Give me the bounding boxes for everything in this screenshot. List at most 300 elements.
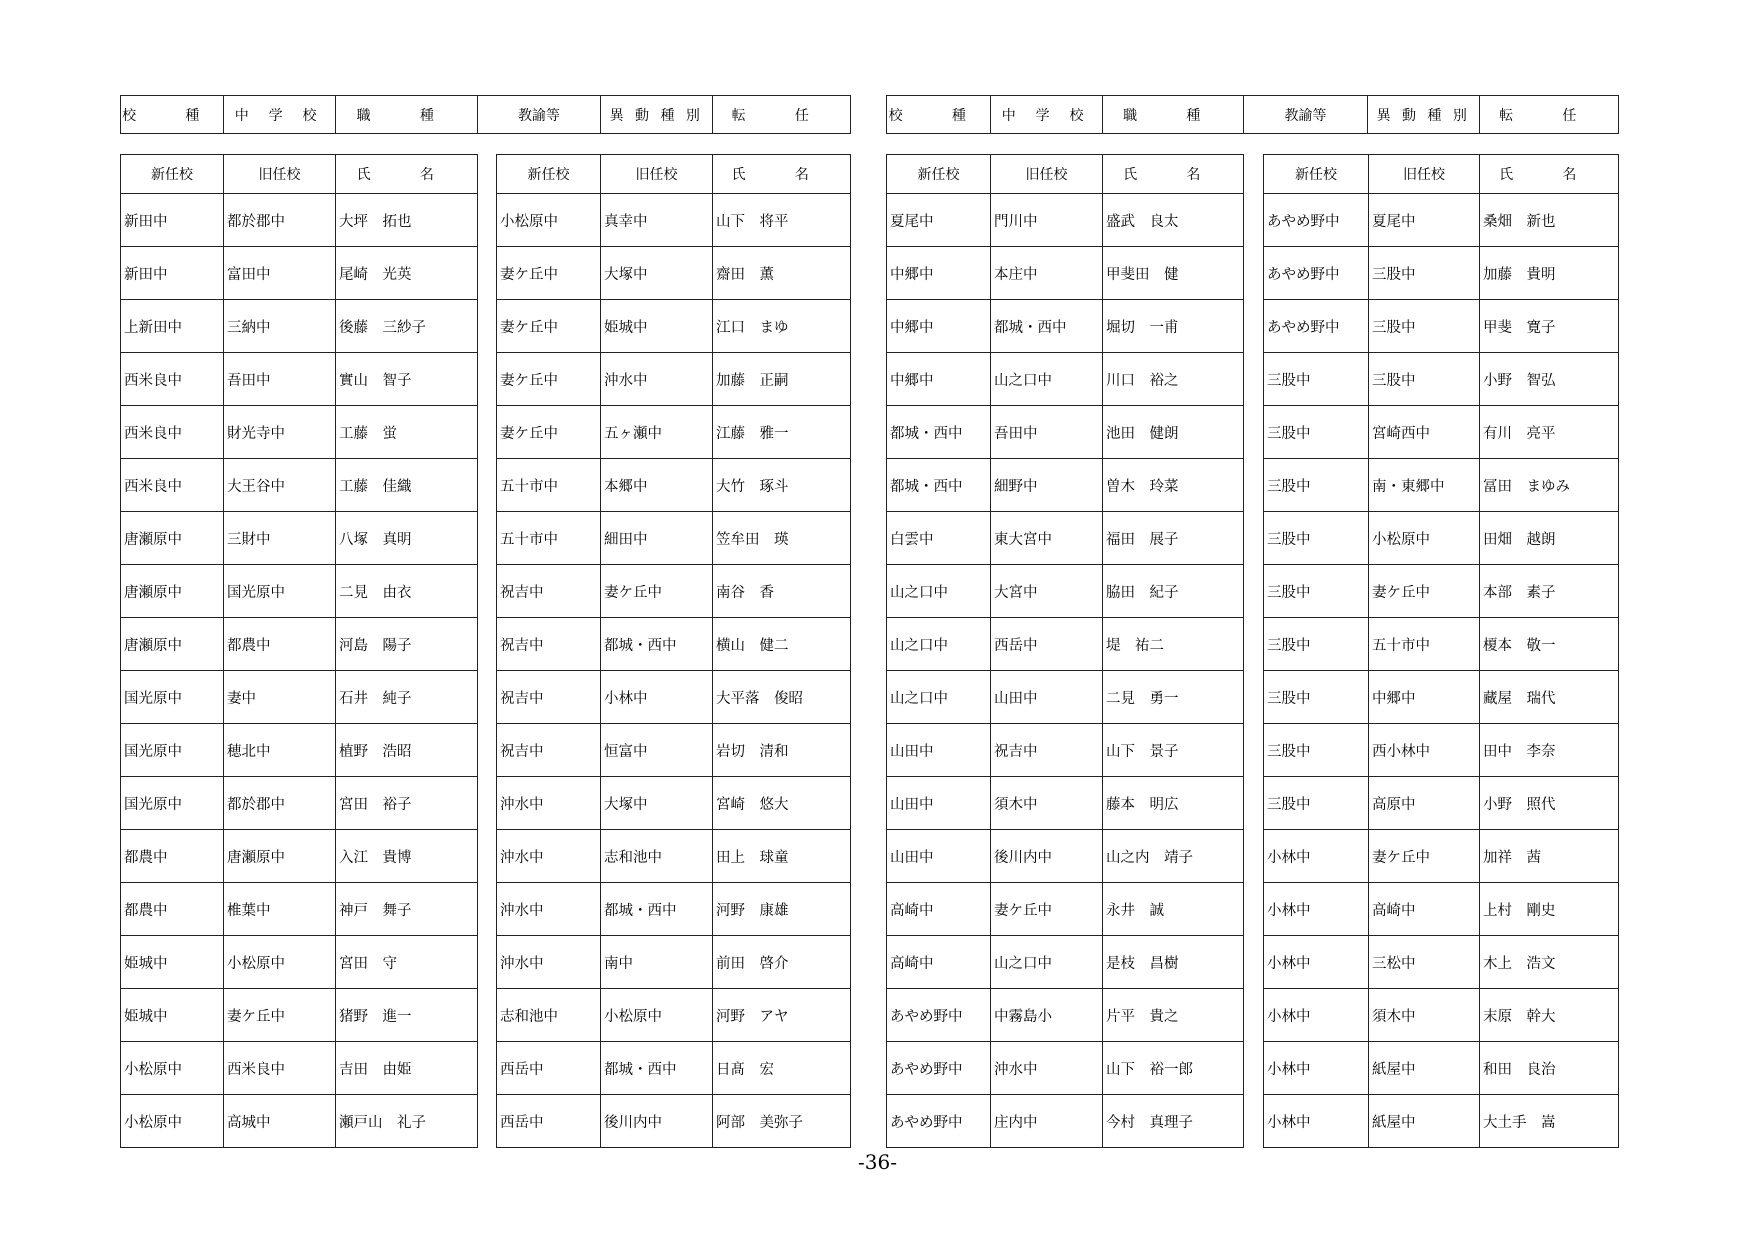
old-school-cell: 都於郡中	[224, 777, 336, 830]
name-cell: 入江 貴博	[336, 830, 478, 883]
name-cell: 河野 康雄	[713, 883, 851, 936]
old-school-header: 旧任校	[601, 155, 713, 194]
table-row	[121, 1095, 478, 1148]
name-cell: 齋田 薫	[713, 247, 851, 300]
old-school-cell: 沖水中	[601, 353, 713, 406]
table-row	[887, 353, 1244, 406]
new-school-cell: 祝吉中	[497, 724, 601, 777]
name-cell: 江藤 雅一	[713, 406, 851, 459]
old-school-cell: 唐瀬原中	[224, 830, 336, 883]
table-row	[497, 512, 851, 565]
new-school-cell: 五十市中	[497, 459, 601, 512]
name-cell: 田中 李奈	[1480, 724, 1619, 777]
new-school-cell: 小林中	[1264, 830, 1369, 883]
name-cell: 小野 照代	[1480, 777, 1619, 830]
name-cell: 池田 健朗	[1103, 406, 1244, 459]
name-cell: 藤本 明広	[1103, 777, 1244, 830]
table-row	[1264, 194, 1619, 247]
old-school-cell: 山之口中	[991, 936, 1103, 989]
new-school-cell: 中郷中	[887, 300, 991, 353]
old-school-cell: 志和池中	[601, 830, 713, 883]
new-school-cell: 小松原中	[121, 1042, 224, 1095]
new-school-header: 新任校	[1264, 155, 1369, 194]
table-row	[887, 565, 1244, 618]
table-row	[121, 194, 478, 247]
name-cell: 實山 智子	[336, 353, 478, 406]
new-school-cell: 三股中	[1264, 353, 1369, 406]
name-cell: 瀬戸山 礼子	[336, 1095, 478, 1148]
table-row	[887, 989, 1244, 1042]
table-row	[887, 247, 1244, 300]
old-school-cell: 五ヶ瀬中	[601, 406, 713, 459]
transfer-table-2	[496, 154, 851, 1148]
name-cell: 日髙 宏	[713, 1042, 851, 1095]
name-cell: 永井 誠	[1103, 883, 1244, 936]
name-cell: 二見 勇一	[1103, 671, 1244, 724]
name-header: 氏 名	[713, 155, 851, 194]
name-cell: 田上 球童	[713, 830, 851, 883]
table-row	[1264, 459, 1619, 512]
new-school-cell: 山田中	[887, 777, 991, 830]
new-school-cell: 祝吉中	[497, 565, 601, 618]
new-school-cell: あやめ野中	[1264, 194, 1369, 247]
school-type-value: 中 学 校	[991, 96, 1103, 134]
table-row	[1264, 1042, 1619, 1095]
old-school-cell: 西岳中	[991, 618, 1103, 671]
name-cell: 石井 純子	[336, 671, 478, 724]
new-school-cell: 祝吉中	[497, 671, 601, 724]
new-school-cell: あやめ野中	[887, 989, 991, 1042]
new-school-cell: 小林中	[1264, 883, 1369, 936]
old-school-cell: 高城中	[224, 1095, 336, 1148]
old-school-cell: 中霧島小	[991, 989, 1103, 1042]
name-cell: 上村 剛史	[1480, 883, 1619, 936]
new-school-cell: 小林中	[1264, 1042, 1369, 1095]
old-school-cell: 後川内中	[601, 1095, 713, 1148]
old-school-cell: 山之口中	[991, 353, 1103, 406]
old-school-cell: 小松原中	[601, 989, 713, 1042]
page-number: -36-	[858, 1150, 897, 1174]
new-school-cell: 山之口中	[887, 618, 991, 671]
transfer-type-label: 異 動 種 別	[1368, 96, 1480, 134]
name-cell: 有川 亮平	[1480, 406, 1619, 459]
name-cell: 片平 貴之	[1103, 989, 1244, 1042]
table-row	[1264, 936, 1619, 989]
new-school-cell: 高崎中	[887, 936, 991, 989]
new-school-cell: 唐瀬原中	[121, 512, 224, 565]
name-cell: 川口 裕之	[1103, 353, 1244, 406]
transfer-table-4	[1263, 154, 1619, 1148]
old-school-cell: 五十市中	[1369, 618, 1480, 671]
old-school-cell: 山田中	[991, 671, 1103, 724]
table-row	[497, 883, 851, 936]
old-school-cell: 恒富中	[601, 724, 713, 777]
old-school-cell: 三股中	[1369, 353, 1480, 406]
old-school-cell: 沖水中	[991, 1042, 1103, 1095]
new-school-cell: 中郷中	[887, 247, 991, 300]
new-school-cell: あやめ野中	[1264, 247, 1369, 300]
name-cell: 山之内 靖子	[1103, 830, 1244, 883]
old-school-cell: 国光原中	[224, 565, 336, 618]
table-row	[121, 830, 478, 883]
table-row	[497, 830, 851, 883]
old-school-cell: 宮崎西中	[1369, 406, 1480, 459]
table-row	[497, 565, 851, 618]
table-row	[887, 830, 1244, 883]
table-row	[497, 936, 851, 989]
table-row	[121, 565, 478, 618]
new-school-cell: 三股中	[1264, 512, 1369, 565]
table-row	[121, 406, 478, 459]
table-row	[887, 194, 1244, 247]
table-row	[497, 989, 851, 1042]
header-table-left	[120, 95, 851, 134]
new-school-cell: 沖水中	[497, 830, 601, 883]
job-label: 職 種	[336, 96, 478, 134]
table-row	[887, 512, 1244, 565]
old-school-cell: 姫城中	[601, 300, 713, 353]
old-school-cell: 祝吉中	[991, 724, 1103, 777]
table-row	[1264, 247, 1619, 300]
old-school-cell: 都城・西中	[601, 1042, 713, 1095]
table-row	[121, 459, 478, 512]
old-school-cell: 高崎中	[1369, 883, 1480, 936]
name-cell: 宮田 守	[336, 936, 478, 989]
old-school-header: 旧任校	[1369, 155, 1480, 194]
table-row	[497, 618, 851, 671]
name-cell: 工藤 蛍	[336, 406, 478, 459]
header-table-right	[886, 95, 1619, 134]
job-value: 教諭等	[1244, 96, 1368, 134]
new-school-cell: 国光原中	[121, 777, 224, 830]
new-school-cell: 唐瀬原中	[121, 618, 224, 671]
name-cell: 小野 智弘	[1480, 353, 1619, 406]
old-school-cell: 穂北中	[224, 724, 336, 777]
old-school-cell: 妻ケ丘中	[601, 565, 713, 618]
name-cell: 大坪 拓也	[336, 194, 478, 247]
new-school-cell: 夏尾中	[887, 194, 991, 247]
old-school-cell: 財光寺中	[224, 406, 336, 459]
table-row	[1264, 724, 1619, 777]
name-cell: 山下 裕一郎	[1103, 1042, 1244, 1095]
old-school-cell: 妻中	[224, 671, 336, 724]
new-school-cell: 西米良中	[121, 353, 224, 406]
name-cell: 脇田 紀子	[1103, 565, 1244, 618]
table-row	[1264, 353, 1619, 406]
name-cell: 岩切 清和	[713, 724, 851, 777]
old-school-cell: 大塚中	[601, 777, 713, 830]
old-school-cell: 妻ケ丘中	[224, 989, 336, 1042]
name-cell: 今村 真理子	[1103, 1095, 1244, 1148]
new-school-cell: 姫城中	[121, 936, 224, 989]
table-row	[121, 777, 478, 830]
table-row	[121, 671, 478, 724]
old-school-cell: 都於郡中	[224, 194, 336, 247]
name-cell: 江口 まゆ	[713, 300, 851, 353]
name-cell: 工藤 佳織	[336, 459, 478, 512]
new-school-cell: 沖水中	[497, 883, 601, 936]
table-row	[497, 1042, 851, 1095]
table-row	[1264, 671, 1619, 724]
new-school-cell: 沖水中	[497, 777, 601, 830]
old-school-cell: 富田中	[224, 247, 336, 300]
new-school-cell: 三股中	[1264, 724, 1369, 777]
name-cell: 山下 景子	[1103, 724, 1244, 777]
table-row	[887, 1042, 1244, 1095]
name-cell: 桑畑 新也	[1480, 194, 1619, 247]
old-school-cell: 中郷中	[1369, 671, 1480, 724]
table-row	[497, 406, 851, 459]
table-row	[1264, 565, 1619, 618]
name-cell: 阿部 美弥子	[713, 1095, 851, 1148]
new-school-cell: 小松原中	[121, 1095, 224, 1148]
name-cell: 宮田 裕子	[336, 777, 478, 830]
name-cell: 大平落 俊昭	[713, 671, 851, 724]
name-cell: 盛武 良太	[1103, 194, 1244, 247]
table-header-row	[497, 155, 851, 194]
old-school-cell: 大塚中	[601, 247, 713, 300]
table-row	[121, 300, 478, 353]
old-school-header: 旧任校	[991, 155, 1103, 194]
old-school-cell: 紙屋中	[1369, 1042, 1480, 1095]
new-school-cell: 山之口中	[887, 565, 991, 618]
name-cell: 植野 浩昭	[336, 724, 478, 777]
new-school-cell: 妻ケ丘中	[497, 300, 601, 353]
table-row	[1264, 883, 1619, 936]
old-school-cell: 細田中	[601, 512, 713, 565]
old-school-cell: 都農中	[224, 618, 336, 671]
new-school-cell: 妻ケ丘中	[497, 247, 601, 300]
old-school-cell: 三股中	[1369, 300, 1480, 353]
new-school-cell: あやめ野中	[1264, 300, 1369, 353]
old-school-cell: 西小林中	[1369, 724, 1480, 777]
name-cell: 和田 良治	[1480, 1042, 1619, 1095]
name-cell: 八塚 真明	[336, 512, 478, 565]
new-school-cell: 姫城中	[121, 989, 224, 1042]
table-row	[497, 671, 851, 724]
table-row	[887, 777, 1244, 830]
new-school-cell: 上新田中	[121, 300, 224, 353]
table-header-row	[1264, 155, 1619, 194]
table-row	[497, 777, 851, 830]
old-school-header: 旧任校	[224, 155, 336, 194]
old-school-cell: 南中	[601, 936, 713, 989]
new-school-cell: 西岳中	[497, 1042, 601, 1095]
name-cell: 横山 健二	[713, 618, 851, 671]
job-label: 職 種	[1103, 96, 1244, 134]
transfer-table-1	[120, 154, 478, 1148]
new-school-cell: 山田中	[887, 830, 991, 883]
table-row	[887, 724, 1244, 777]
new-school-cell: あやめ野中	[887, 1042, 991, 1095]
old-school-cell: 吾田中	[991, 406, 1103, 459]
school-type-label: 校 種	[121, 96, 224, 134]
table-row	[887, 1095, 1244, 1148]
table-row	[121, 353, 478, 406]
new-school-cell: 唐瀬原中	[121, 565, 224, 618]
transfer-type-value: 転 任	[1480, 96, 1619, 134]
table-row	[1264, 777, 1619, 830]
new-school-cell: 国光原中	[121, 724, 224, 777]
new-school-cell: 中郷中	[887, 353, 991, 406]
old-school-cell: 三股中	[1369, 247, 1480, 300]
transfer-type-label: 異 動 種 別	[601, 96, 713, 134]
job-value: 教諭等	[478, 96, 601, 134]
name-cell: 堀切 一甫	[1103, 300, 1244, 353]
name-cell: 田畑 越朗	[1480, 512, 1619, 565]
name-cell: 甲斐田 健	[1103, 247, 1244, 300]
old-school-cell: 都城・西中	[601, 618, 713, 671]
table-row	[497, 194, 851, 247]
table-row	[1264, 406, 1619, 459]
new-school-header: 新任校	[887, 155, 991, 194]
old-school-cell: 南・東郷中	[1369, 459, 1480, 512]
name-cell: 後藤 三紗子	[336, 300, 478, 353]
table-row	[121, 618, 478, 671]
name-cell: 尾崎 光英	[336, 247, 478, 300]
table-row	[887, 671, 1244, 724]
new-school-cell: 新田中	[121, 247, 224, 300]
new-school-cell: 五十市中	[497, 512, 601, 565]
old-school-cell: 庄内中	[991, 1095, 1103, 1148]
old-school-cell: 大王谷中	[224, 459, 336, 512]
name-cell: 猪野 進一	[336, 989, 478, 1042]
table-header-row	[887, 155, 1244, 194]
table-row	[121, 883, 478, 936]
new-school-cell: 三股中	[1264, 777, 1369, 830]
name-cell: 加藤 正嗣	[713, 353, 851, 406]
table-row	[1264, 618, 1619, 671]
old-school-cell: 須木中	[1369, 989, 1480, 1042]
name-cell: 冨田 まゆみ	[1480, 459, 1619, 512]
name-cell: 甲斐 寛子	[1480, 300, 1619, 353]
table-row	[1264, 989, 1619, 1042]
old-school-cell: 妻ケ丘中	[1369, 830, 1480, 883]
new-school-cell: 白雲中	[887, 512, 991, 565]
new-school-cell: 西米良中	[121, 459, 224, 512]
table-row	[497, 247, 851, 300]
old-school-cell: 三松中	[1369, 936, 1480, 989]
old-school-cell: 都城・西中	[601, 883, 713, 936]
new-school-cell: 妻ケ丘中	[497, 406, 601, 459]
old-school-cell: 真幸中	[601, 194, 713, 247]
name-cell: 宮崎 悠大	[713, 777, 851, 830]
new-school-cell: 都城・西中	[887, 459, 991, 512]
name-cell: 曽木 玲菜	[1103, 459, 1244, 512]
table-row	[887, 618, 1244, 671]
table-header-row	[121, 155, 478, 194]
new-school-cell: 三股中	[1264, 565, 1369, 618]
name-cell: 吉田 由姫	[336, 1042, 478, 1095]
name-cell: 加祥 茜	[1480, 830, 1619, 883]
name-header: 氏 名	[1103, 155, 1244, 194]
new-school-cell: 都農中	[121, 883, 224, 936]
old-school-cell: 西米良中	[224, 1042, 336, 1095]
old-school-cell: 高原中	[1369, 777, 1480, 830]
new-school-cell: 高崎中	[887, 883, 991, 936]
old-school-cell: 後川内中	[991, 830, 1103, 883]
new-school-header: 新任校	[497, 155, 601, 194]
table-row	[887, 300, 1244, 353]
name-cell: 藏屋 瑞代	[1480, 671, 1619, 724]
new-school-cell: 小林中	[1264, 989, 1369, 1042]
old-school-cell: 夏尾中	[1369, 194, 1480, 247]
transfer-type-value: 転 任	[713, 96, 851, 134]
old-school-cell: 東大宮中	[991, 512, 1103, 565]
table-row	[497, 724, 851, 777]
old-school-cell: 三財中	[224, 512, 336, 565]
name-cell: 二見 由衣	[336, 565, 478, 618]
new-school-cell: 三股中	[1264, 406, 1369, 459]
old-school-cell: 小松原中	[1369, 512, 1480, 565]
new-school-cell: 妻ケ丘中	[497, 353, 601, 406]
new-school-cell: 三股中	[1264, 459, 1369, 512]
table-row	[497, 1095, 851, 1148]
new-school-cell: 小松原中	[497, 194, 601, 247]
old-school-cell: 椎葉中	[224, 883, 336, 936]
old-school-cell: 吾田中	[224, 353, 336, 406]
name-header: 氏 名	[336, 155, 478, 194]
table-row	[887, 406, 1244, 459]
name-cell: 神戸 舞子	[336, 883, 478, 936]
new-school-cell: 国光原中	[121, 671, 224, 724]
old-school-cell: 妻ケ丘中	[1369, 565, 1480, 618]
old-school-cell: 小松原中	[224, 936, 336, 989]
table-row	[887, 883, 1244, 936]
school-type-label: 校 種	[887, 96, 991, 134]
table-row	[497, 459, 851, 512]
old-school-cell: 三納中	[224, 300, 336, 353]
new-school-cell: 西岳中	[497, 1095, 601, 1148]
name-cell: 山下 将平	[713, 194, 851, 247]
new-school-cell: 沖水中	[497, 936, 601, 989]
table-row	[121, 724, 478, 777]
table-row	[497, 353, 851, 406]
new-school-cell: 新田中	[121, 194, 224, 247]
table-row	[121, 247, 478, 300]
name-cell: 加藤 貴明	[1480, 247, 1619, 300]
school-type-value: 中 学 校	[224, 96, 336, 134]
table-row	[121, 936, 478, 989]
new-school-cell: 三股中	[1264, 618, 1369, 671]
old-school-cell: 本郷中	[601, 459, 713, 512]
new-school-cell: 山之口中	[887, 671, 991, 724]
new-school-cell: 三股中	[1264, 671, 1369, 724]
new-school-header: 新任校	[121, 155, 224, 194]
table-row	[497, 300, 851, 353]
name-cell: 河島 陽子	[336, 618, 478, 671]
table-row	[121, 1042, 478, 1095]
old-school-cell: 細野中	[991, 459, 1103, 512]
name-cell: 末原 幹大	[1480, 989, 1619, 1042]
name-cell: 堤 祐二	[1103, 618, 1244, 671]
new-school-cell: あやめ野中	[887, 1095, 991, 1148]
transfer-table-3	[886, 154, 1244, 1148]
old-school-cell: 本庄中	[991, 247, 1103, 300]
table-row	[1264, 512, 1619, 565]
old-school-cell: 門川中	[991, 194, 1103, 247]
name-cell: 前田 啓介	[713, 936, 851, 989]
name-cell: 南谷 香	[713, 565, 851, 618]
table-row	[1264, 300, 1619, 353]
old-school-cell: 小林中	[601, 671, 713, 724]
table-row	[121, 989, 478, 1042]
name-header: 氏 名	[1480, 155, 1619, 194]
new-school-cell: 都城・西中	[887, 406, 991, 459]
new-school-cell: 志和池中	[497, 989, 601, 1042]
name-cell: 河野 アヤ	[713, 989, 851, 1042]
name-cell: 大土手 嵩	[1480, 1095, 1619, 1148]
